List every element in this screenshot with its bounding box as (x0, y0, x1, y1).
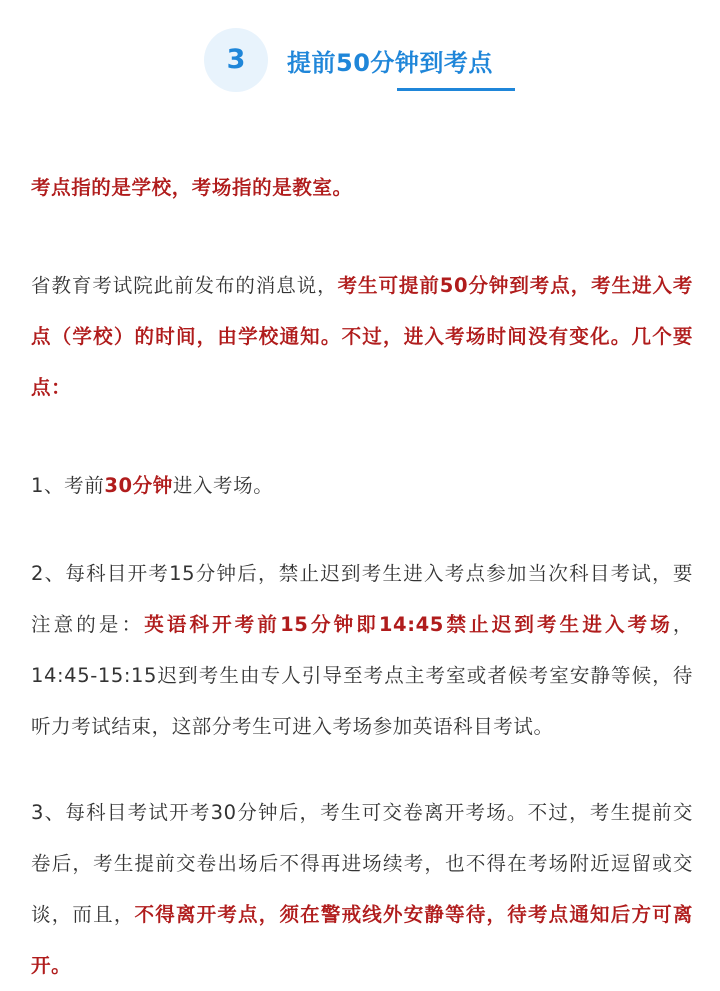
paragraph-definition (31, 162, 693, 213)
emphasis-text: 不得离开考点，须在警戒线外安静等待，待考点通知后方可离开。 (31, 903, 693, 977)
title-underline (397, 88, 515, 91)
emphasis-text: 30分钟 (104, 474, 173, 497)
body-text: 省教育考试院此前发布的消息说， (31, 274, 338, 297)
section-title: 提前50分钟到考点 (287, 49, 493, 77)
emphasis-text: 考点指的是学校，考场指的是教室。 (31, 176, 353, 199)
paragraph-announcement (31, 260, 693, 413)
body-text: 3、每科目考试开考30分钟后，考生可交卷离开考场。不过，考生提前交卷后，考生提前交卷出场后不得再进场续考，也不得在考场附近逗留或交谈，而且， (31, 801, 693, 926)
body-text: ，14:45-15:15迟到考生由专人引导至考点主考室或者候考室安静等候，待听力考试结束，这部分考生可进入考场参加英语科目考试。 (31, 613, 693, 738)
body-text: 进入考场。 (172, 474, 274, 497)
paragraph-point-2 (31, 548, 693, 752)
section-number-badge: 3 (204, 28, 268, 92)
article-body (31, 162, 693, 991)
paragraph-point-3 (31, 787, 693, 991)
emphasis-text: 考生可提前50分钟到考点，考生进入考点（学校）的时间，由学校通知。不过，进入考场时间没有变化。几个要点： (31, 274, 693, 399)
paragraph-point-1 (31, 460, 693, 511)
body-text: 1、考前 (31, 474, 105, 497)
section-header (0, 26, 720, 96)
body-text: 2、每科目开考15分钟后，禁止迟到考生进入考点参加当次科目考试，要注意的是： (31, 562, 693, 636)
emphasis-text: 英语科开考前15分钟即14:45禁止迟到考生进入考场 (144, 613, 673, 636)
